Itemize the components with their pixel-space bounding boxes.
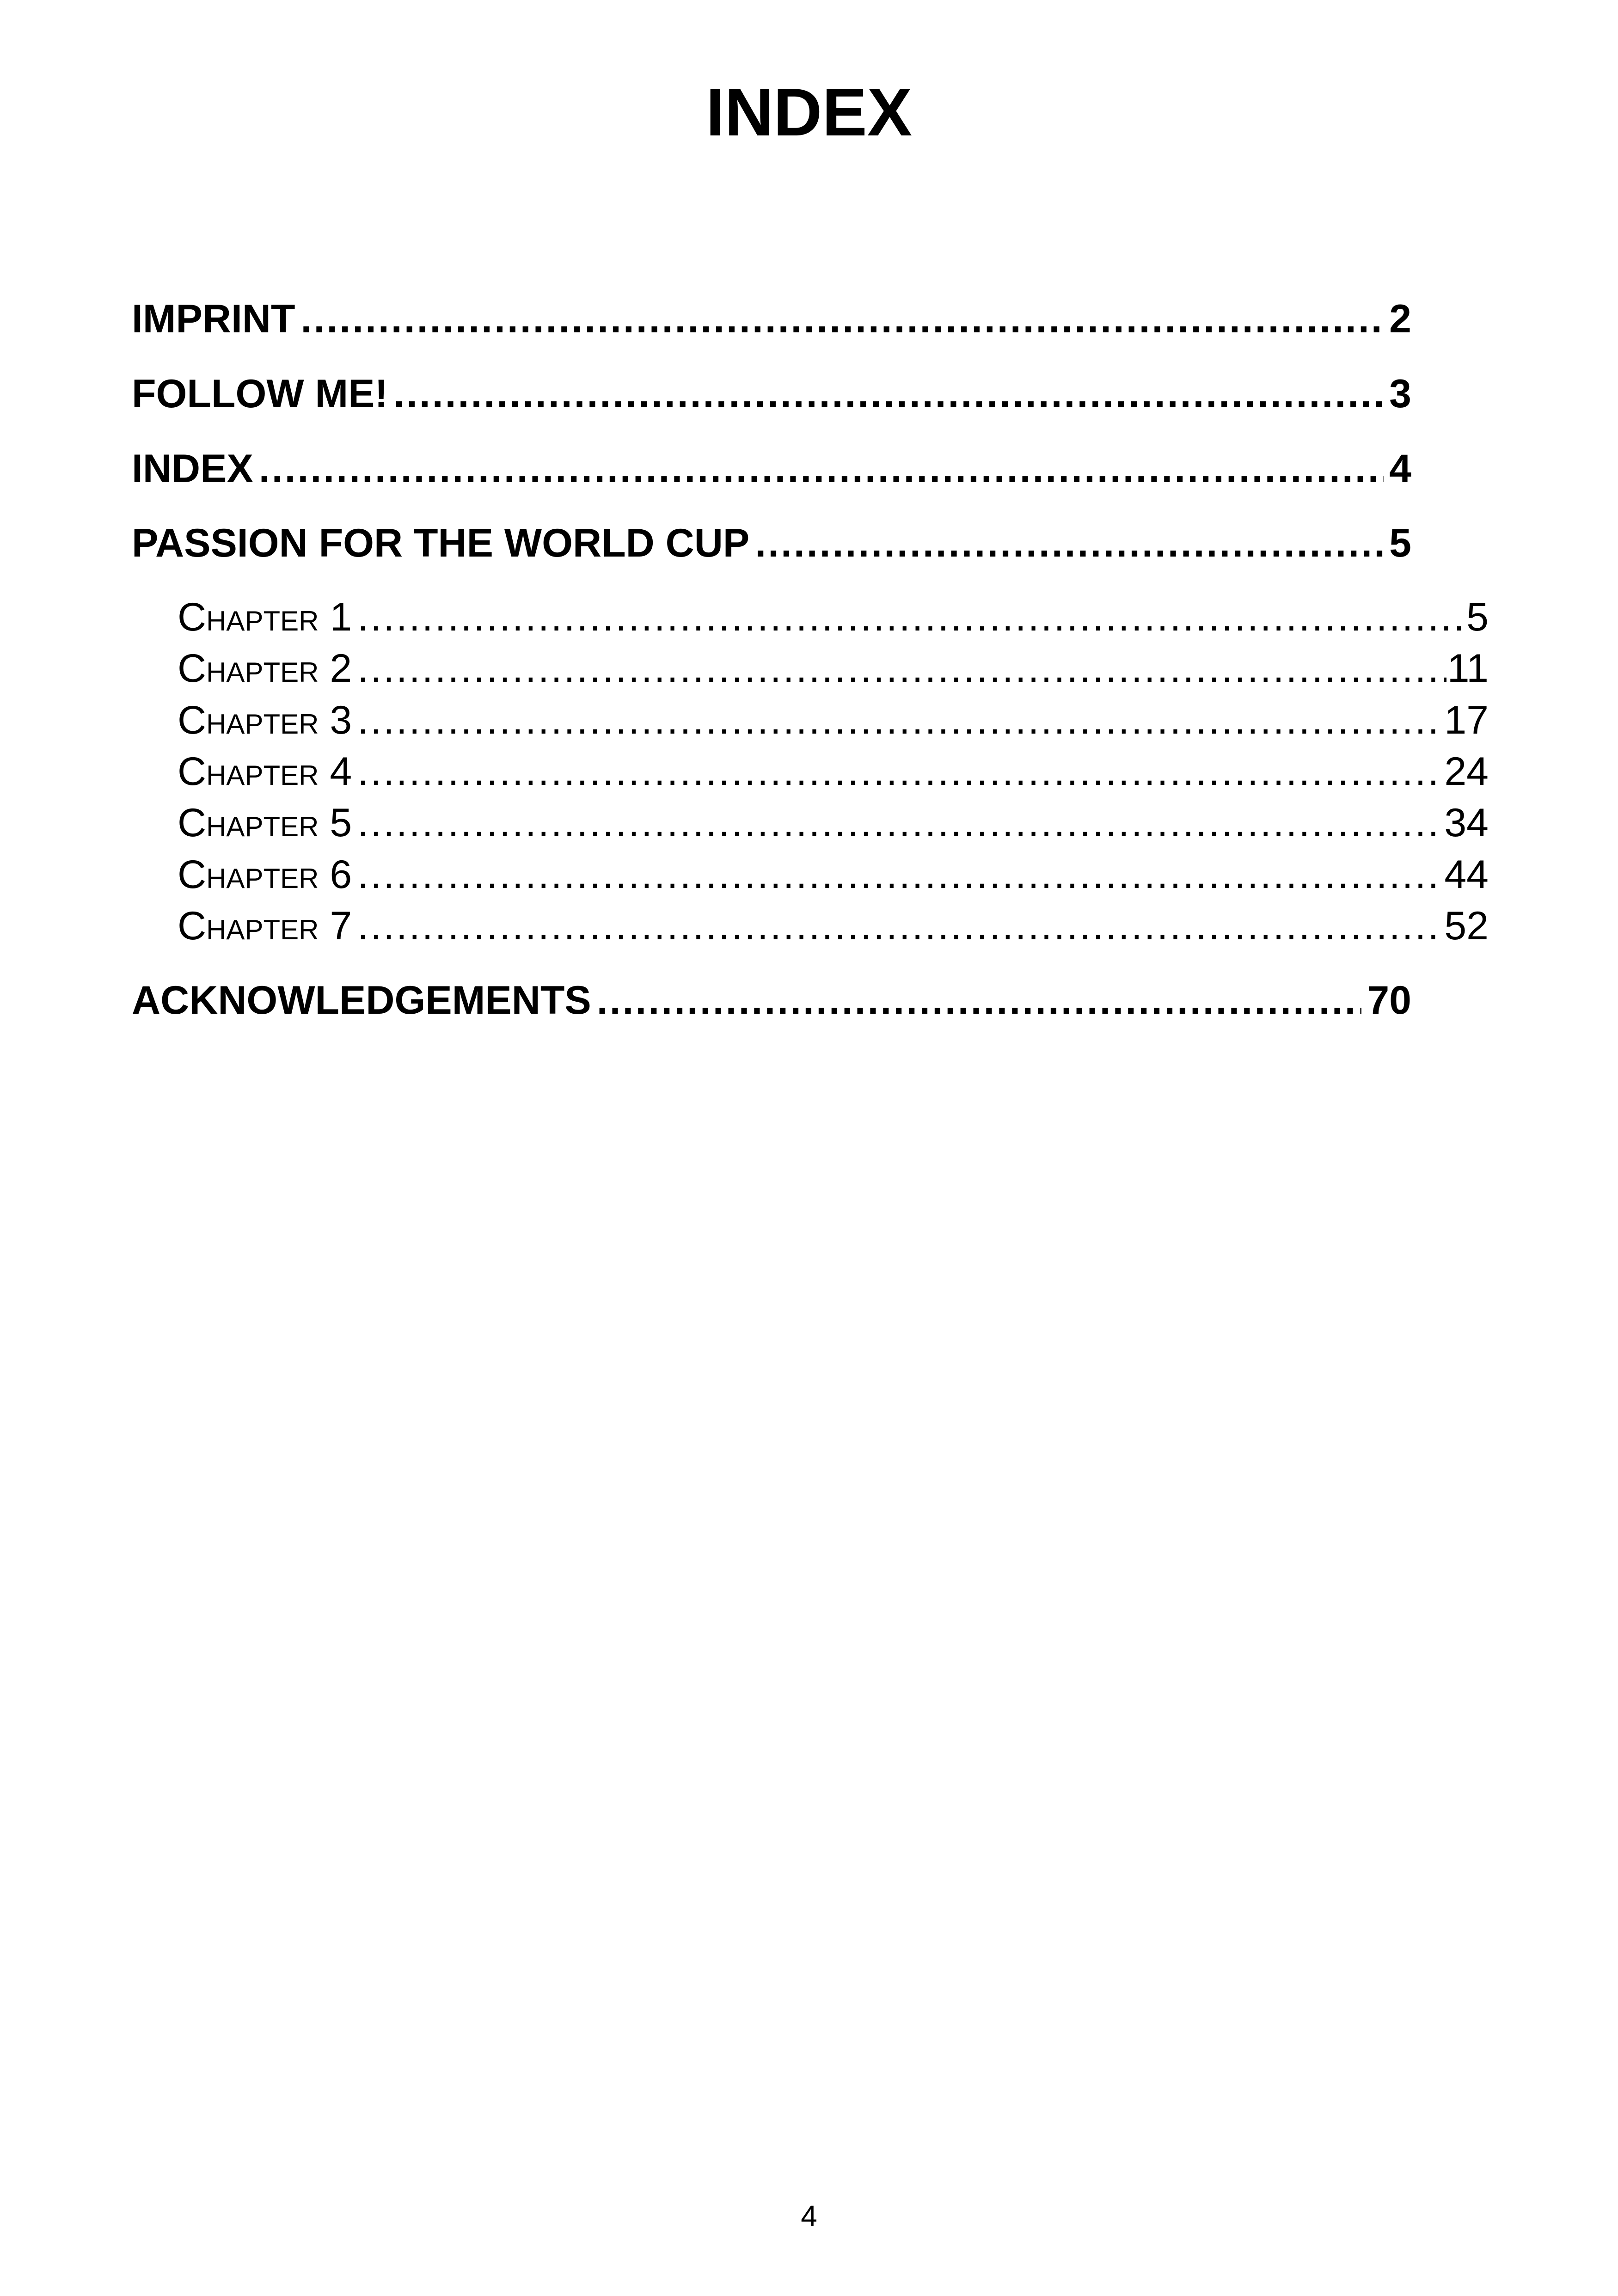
toc-entry-label: ACKNOWLEDGEMENTS bbox=[132, 978, 591, 1022]
toc-entry-chapter-3[interactable] bbox=[178, 697, 1489, 743]
dot-leader bbox=[357, 748, 1443, 795]
toc-entry-chapter-7[interactable] bbox=[178, 903, 1489, 949]
toc-entry-label: Chapter 2 bbox=[178, 646, 352, 691]
dot-leader bbox=[301, 296, 1384, 342]
toc-entry-chapter-2[interactable] bbox=[178, 645, 1489, 692]
toc-entry-label: Chapter 1 bbox=[178, 595, 352, 639]
toc-entry-passion-for-the-world-cup[interactable] bbox=[132, 520, 1411, 566]
toc-entry-label: INDEX bbox=[132, 447, 253, 491]
toc-entry-label: IMPRINT bbox=[132, 297, 295, 341]
toc-entry-page-number: 52 bbox=[1444, 904, 1489, 948]
dot-leader bbox=[357, 800, 1443, 846]
toc-entry-page-number: 17 bbox=[1444, 698, 1489, 742]
toc-entry-page-number: 5 bbox=[1389, 521, 1411, 565]
dot-leader bbox=[259, 446, 1384, 492]
toc-entry-follow-me[interactable] bbox=[132, 371, 1411, 417]
toc-entry-page-number: 34 bbox=[1444, 801, 1489, 845]
toc-entry-label: Chapter 3 bbox=[178, 698, 352, 742]
toc-entry-page-number: 4 bbox=[1389, 447, 1411, 491]
dot-leader bbox=[357, 851, 1443, 898]
toc-entry-page-number: 3 bbox=[1389, 372, 1411, 416]
dot-leader bbox=[393, 371, 1384, 417]
dot-leader bbox=[755, 520, 1384, 566]
toc-entry-label: PASSION FOR THE WORLD CUP bbox=[132, 521, 750, 565]
dot-leader bbox=[357, 594, 1465, 640]
toc-entry-page-number: 44 bbox=[1444, 852, 1489, 897]
toc-entry-page-number: 5 bbox=[1466, 595, 1489, 639]
dot-leader bbox=[357, 645, 1446, 692]
toc-entry-chapter-1[interactable] bbox=[178, 594, 1489, 640]
toc-entry-label: FOLLOW ME! bbox=[132, 372, 388, 416]
toc-entry-chapter-5[interactable] bbox=[178, 800, 1489, 846]
toc-entry-acknowledgements[interactable] bbox=[132, 977, 1411, 1023]
dot-leader bbox=[357, 697, 1443, 743]
toc-entry-page-number: 70 bbox=[1367, 978, 1411, 1022]
toc-entry-label: Chapter 7 bbox=[178, 904, 352, 948]
dot-leader bbox=[597, 977, 1362, 1023]
toc-entry-label: Chapter 6 bbox=[178, 852, 352, 897]
toc-entry-page-number: 11 bbox=[1447, 646, 1489, 691]
toc-entry-label: Chapter 4 bbox=[178, 749, 352, 794]
toc-entry-page-number: 24 bbox=[1444, 749, 1489, 794]
page-title: INDEX bbox=[705, 74, 913, 150]
toc-entry-index[interactable] bbox=[132, 446, 1411, 492]
toc-entry-label: Chapter 5 bbox=[178, 801, 352, 845]
page-number: 4 bbox=[801, 2199, 817, 2233]
toc-entry-chapter-6[interactable] bbox=[178, 851, 1489, 898]
toc-entry-chapter-4[interactable] bbox=[178, 748, 1489, 795]
toc-entry-page-number: 2 bbox=[1389, 297, 1411, 341]
dot-leader bbox=[357, 903, 1443, 949]
toc-entry-imprint[interactable] bbox=[132, 296, 1411, 342]
